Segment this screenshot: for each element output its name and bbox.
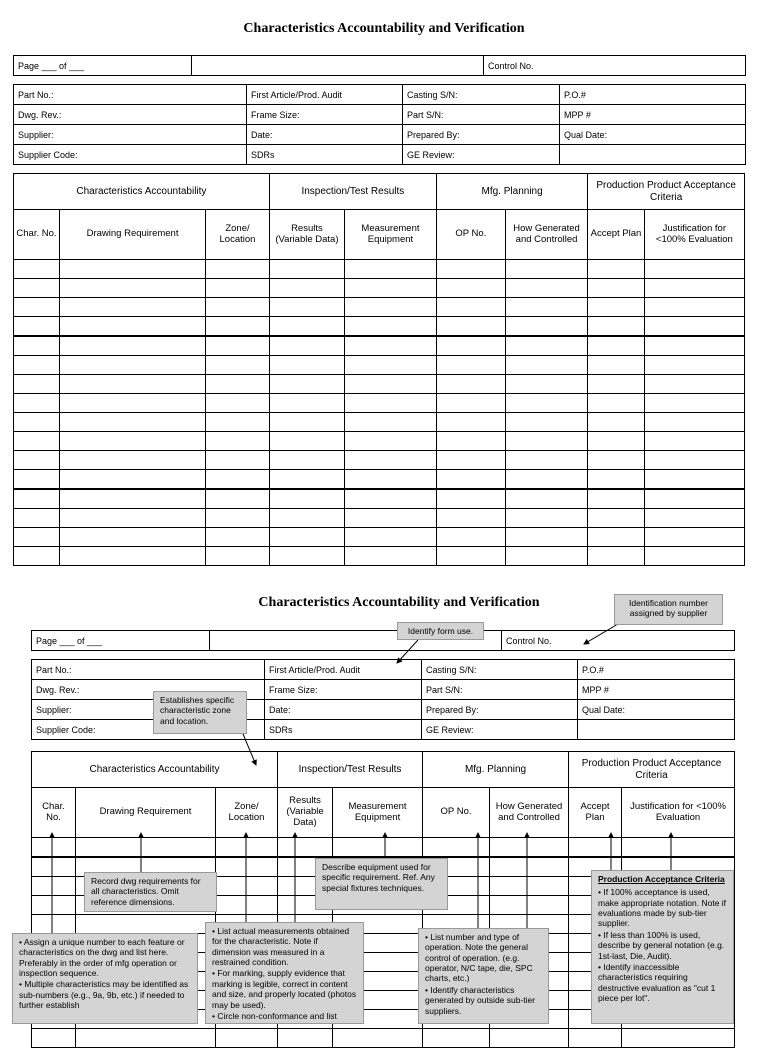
col-header-char-no: Char. No.: [14, 210, 60, 260]
col-header-equipment: Measurement Equipment: [333, 788, 423, 838]
callout-acceptance-criteria: [591, 870, 734, 1024]
casting-sn-field[interactable]: Casting S/N:: [422, 660, 578, 680]
first-article-field[interactable]: First Article/Prod. Audit: [265, 660, 422, 680]
col-header-accept-plan: Accept Plan: [588, 210, 644, 260]
callout-zone-location: Establishes specific characteristic zone and location.: [153, 691, 247, 734]
table-cell[interactable]: [76, 1029, 216, 1048]
col-header-drawing-requirement: Drawing Requirement: [59, 210, 205, 260]
control-number-field[interactable]: Control No.: [484, 56, 746, 76]
casting-sn-field[interactable]: Casting S/N:: [403, 85, 560, 105]
callout-operation-list-item: • Identify characteristics generated by outside sub-tier suppliers.: [425, 984, 536, 1016]
part-sn-field[interactable]: Part S/N:: [422, 680, 578, 700]
group-header-mfg: Mfg. Planning: [436, 174, 587, 210]
page-number-field[interactable]: Page ___ of ___: [14, 56, 192, 76]
group-header-inspection: Inspection/Test Results: [269, 174, 436, 210]
arrow-zone-location: [243, 734, 256, 765]
part-sn-field[interactable]: Part S/N:: [403, 105, 560, 125]
col-header-how-generated: How Generated and Controlled: [490, 788, 569, 838]
dwg-rev-field[interactable]: Dwg. Rev.:: [14, 105, 247, 125]
callout-operation-list-item: • List number and type of operation. Note the general control of operation. (e.g. operator, N/C tape, die, SPC charts, etc.): [425, 932, 533, 984]
callout-acceptance-title: Production Acceptance Criteria: [598, 874, 725, 884]
col-header-results: Results (Variable Data): [269, 210, 344, 260]
group-header-acceptance: Production Product Acceptance Criteria: [588, 174, 745, 210]
group-header-mfg: Mfg. Planning: [423, 752, 569, 788]
sdrs-field[interactable]: SDRs: [247, 145, 403, 165]
group-header-characteristics: Characteristics Accountability: [14, 174, 270, 210]
callout-operation-list: [418, 928, 549, 1024]
part-no-field[interactable]: Part No.:: [14, 85, 247, 105]
col-header-justification: Justification for <100% Evaluation: [644, 210, 744, 260]
frame-size-field[interactable]: Frame Size:: [247, 105, 403, 125]
callout-actual-measurements: [205, 922, 364, 1024]
callout-actual-measurements-item: • For marking, supply evidence that marking is legible, correct in content and size, and properly located (photos may be used).: [212, 968, 357, 1010]
group-header-acceptance: Production Product Acceptance Criteria: [569, 752, 735, 788]
sdrs-field[interactable]: SDRs: [265, 720, 422, 740]
table-cell[interactable]: [216, 1029, 278, 1048]
arrow-identification-number: [584, 624, 618, 644]
col-header-op-no: OP No.: [436, 210, 505, 260]
callout-unique-number-item: • Multiple characteristics may be identified as sub-numbers (e.g., 9a, 9b, etc.) if needed to further establish: [19, 979, 189, 1011]
dwg-rev-field[interactable]: Dwg. Rev.:: [32, 680, 265, 700]
callout-acceptance-item: • If less than 100% is used, describe by general notation (e.g. 1st-last, Die, Audit).: [598, 929, 725, 961]
callout-acceptance-item: • If 100% acceptance is used, make appropriate notation. Note if evaluations made by sub-tier supplier.: [598, 887, 727, 929]
first-article-field[interactable]: First Article/Prod. Audit: [247, 85, 403, 105]
col-header-accept-plan: Accept Plan: [569, 788, 622, 838]
frame-size-field[interactable]: Frame Size:: [265, 680, 422, 700]
table-cell[interactable]: [569, 1029, 622, 1048]
table-cell[interactable]: [622, 1029, 735, 1048]
supplier-field[interactable]: Supplier:: [14, 125, 247, 145]
callout-identification-number: Identification number assigned by supplier: [614, 594, 723, 625]
arrow-identify-form: [397, 640, 418, 663]
table-cell[interactable]: [423, 1029, 490, 1048]
table-cell[interactable]: [333, 1029, 423, 1048]
ge-review-field[interactable]: GE Review:: [422, 720, 578, 740]
supplier-code-field[interactable]: Supplier Code:: [32, 720, 265, 740]
supplier-field[interactable]: Supplier:: [32, 700, 265, 720]
qual-date-field[interactable]: Qual Date:: [578, 700, 735, 720]
mpp-field[interactable]: MPP #: [578, 680, 735, 700]
col-header-zone: Zone/ Location: [206, 210, 270, 260]
po-field[interactable]: P.O.#: [578, 660, 735, 680]
col-header-how-generated: How Generated and Controlled: [505, 210, 587, 260]
callout-identify-form: Identify form use.: [397, 622, 484, 640]
col-header-results: Results (Variable Data): [278, 788, 333, 838]
date-field[interactable]: Date:: [265, 700, 422, 720]
col-header-char-no: Char. No.: [32, 788, 76, 838]
part-no-field[interactable]: Part No.:: [32, 660, 265, 680]
po-field[interactable]: P.O.#: [560, 85, 746, 105]
col-header-op-no: OP No.: [423, 788, 490, 838]
supplier-code-field[interactable]: Supplier Code:: [14, 145, 247, 165]
table-cell[interactable]: [32, 1029, 76, 1048]
callout-unique-number: [12, 933, 198, 1024]
table-row: [32, 1029, 735, 1048]
col-header-equipment: Measurement Equipment: [345, 210, 437, 260]
annotated-form-title: Characteristics Accountability and Verification: [258, 595, 540, 610]
callout-record-dwg: Record dwg requirements for all characteristics. Omit reference dimensions.: [84, 872, 217, 912]
callout-acceptance-item: • Identify inaccessible characteristics requiring destructive evaluation as "cut 1 piece per lot".: [598, 961, 716, 1003]
col-header-zone: Zone/ Location: [216, 788, 278, 838]
col-header-drawing-requirement: Drawing Requirement: [76, 788, 216, 838]
control-number-field[interactable]: Control No.: [502, 631, 735, 651]
date-field[interactable]: Date:: [247, 125, 403, 145]
table-cell[interactable]: [278, 1029, 333, 1048]
group-header-inspection: Inspection/Test Results: [278, 752, 423, 788]
mpp-field[interactable]: MPP #: [560, 105, 746, 125]
table-cell[interactable]: [490, 1029, 569, 1048]
callout-describe-equipment: Describe equipment used for specific requirement. Ref. Any special fixtures techniques.: [315, 858, 448, 910]
form-title: Characteristics Accountability and Verification: [243, 21, 525, 36]
callout-actual-measurements-item: • List actual measurements obtained for the characteristic. Note if dimension was measured in a restrained condition.: [212, 926, 350, 968]
group-header-characteristics: Characteristics Accountability: [32, 752, 278, 788]
qual-date-field[interactable]: Qual Date:: [560, 125, 746, 145]
callout-actual-measurements-item: • Circle non-conformance and list: [212, 1010, 337, 1021]
page-number-field[interactable]: Page ___ of ___: [32, 631, 210, 651]
callout-unique-number-item: • Assign a unique number to each feature or characteristics on the dwg and list here. Preferably in the order of mfg operation or inspection sequence.: [19, 937, 185, 979]
ge-review-field[interactable]: GE Review:: [403, 145, 560, 165]
prepared-by-field[interactable]: Prepared By:: [403, 125, 560, 145]
prepared-by-field[interactable]: Prepared By:: [422, 700, 578, 720]
col-header-justification: Justification for <100% Evaluation: [622, 788, 735, 838]
